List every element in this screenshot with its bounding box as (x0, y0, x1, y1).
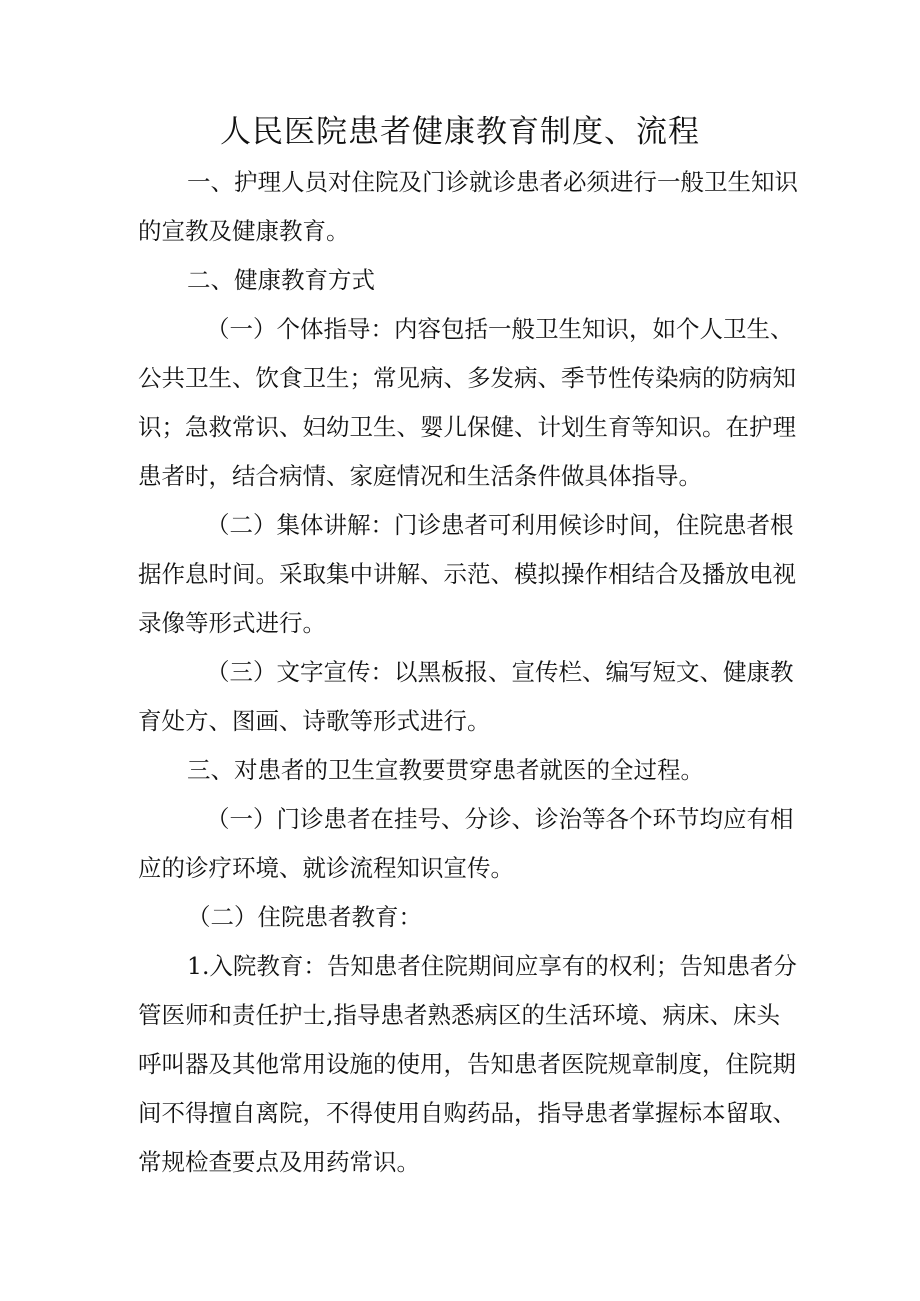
paragraph-line: 识；急救常识、妇幼卫生、婴儿保健、计划生育等知识。在护理 (138, 413, 796, 441)
subsection-heading: （二）住院患者教育： (187, 903, 422, 931)
paragraph-line: 呼叫器及其他常用设施的使用，告知患者医院规章制度，住院期 (138, 1050, 796, 1078)
paragraph-line: 管医师和责任护士,指导患者熟悉病区的生活环境、病床、床头 (138, 1001, 780, 1029)
paragraph-line: 常规检查要点及用药常识。 (138, 1148, 420, 1176)
paragraph-line: 录像等形式进行。 (138, 609, 326, 637)
paragraph-line: （二）集体讲解：门诊患者可利用候诊时间，住院患者根 (206, 511, 794, 539)
paragraph-line: 的宣教及健康教育。 (138, 217, 350, 245)
paragraph-line: （三）文字宣传：以黑板报、宣传栏、编写短文、健康教 (206, 658, 794, 686)
document-title: 人民医院患者健康教育制度、流程 (220, 114, 700, 150)
paragraph-line: （一）个体指导：内容包括一般卫生知识，如个人卫生、 (206, 315, 794, 343)
section-heading: 三、对患者的卫生宣教要贯穿患者就医的全过程。 (187, 756, 704, 784)
paragraph-line: 间不得擅自离院，不得使用自购药品，指导患者掌握标本留取、 (138, 1099, 796, 1127)
paragraph-line: 据作息时间。采取集中讲解、示范、模拟操作相结合及播放电视 (138, 560, 796, 588)
section-heading: 二、健康教育方式 (187, 266, 375, 294)
paragraph-line: 育处方、图画、诗歌等形式进行。 (138, 707, 491, 735)
paragraph-line: 公共卫生、饮食卫生；常见病、多发病、季节性传染病的防病知 (138, 364, 796, 392)
paragraph-line: 一、护理人员对住院及门诊就诊患者必须进行一般卫生知识 (187, 168, 798, 196)
paragraph-line: 1.入院教育：告知患者住院期间应享有的权利；告知患者分 (187, 952, 797, 980)
paragraph-line: 患者时，结合病情、家庭情况和生活条件做具体指导。 (138, 462, 702, 490)
paragraph-line: 应的诊疗环境、就诊流程知识宣传。 (138, 854, 514, 882)
paragraph-line: （一）门诊患者在挂号、分诊、诊治等各个环节均应有相 (206, 805, 794, 833)
